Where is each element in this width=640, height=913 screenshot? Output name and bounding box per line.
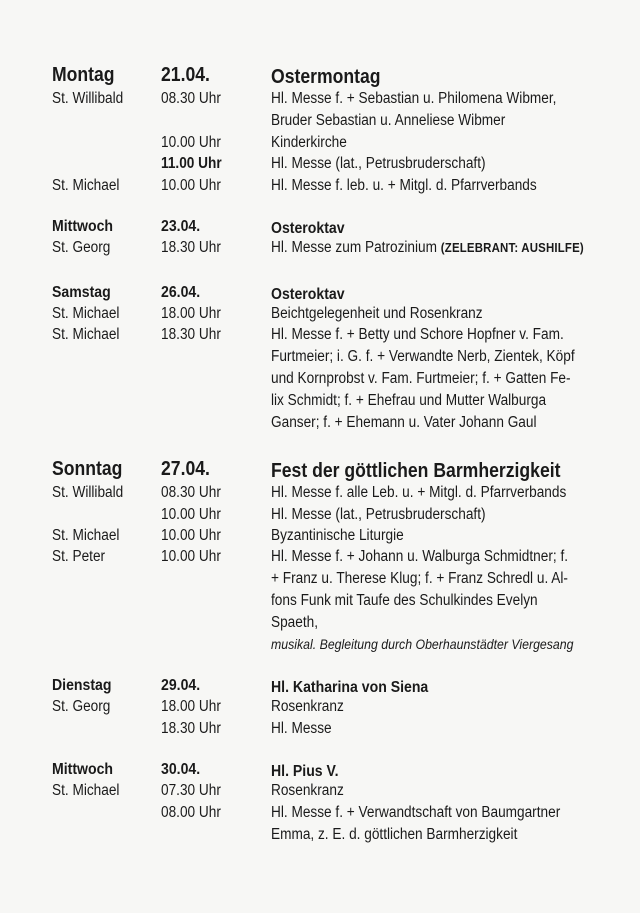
feast-title: Osteroktav xyxy=(271,286,345,303)
feast-title: Fest der göttlichen Barmherzigkeit xyxy=(271,460,561,482)
day-name: Mittwoch xyxy=(52,218,114,235)
service-description: Hl. Messe (lat., Petrusbruderschaft) xyxy=(271,506,486,523)
service-description: Ganser; f. + Ehemann u. Vater Johann Gaul xyxy=(271,414,537,431)
music-note: musikal. Begleitung durch Oberhaunstädter Viergesang xyxy=(271,636,574,652)
service-time: 18.30 Uhr xyxy=(161,239,221,256)
service-time: 10.00 Uhr xyxy=(161,548,221,565)
service-time: 11.00 Uhr xyxy=(161,155,222,172)
service-description: Spaeth, xyxy=(271,614,319,631)
church-name: St. Michael xyxy=(52,177,120,194)
service-description-text: Hl. Messe zum Patrozinium xyxy=(271,239,438,256)
day-name: Montag xyxy=(52,64,115,86)
day-date: 29.04. xyxy=(161,677,201,694)
church-name: St. Peter xyxy=(52,548,106,565)
day-date: 30.04. xyxy=(161,761,201,778)
service-time: 18.30 Uhr xyxy=(161,720,221,737)
service-time: 18.00 Uhr xyxy=(161,698,221,715)
service-description: Hl. Messe f. + Betty und Schore Hopfner v. Fam. xyxy=(271,326,564,343)
service-description: Hl. Messe f. + Verwandtschaft von Baumgartner xyxy=(271,804,561,821)
feast-title: Hl. Pius V. xyxy=(271,763,339,780)
day-date: 21.04. xyxy=(161,64,210,86)
service-description: Hl. Messe f. + Sebastian u. Philomena Wibmer, xyxy=(271,90,557,107)
service-time: 08.30 Uhr xyxy=(161,90,221,107)
day-name: Sonntag xyxy=(52,458,123,480)
service-description: Kinderkirche xyxy=(271,134,347,151)
day-date: 27.04. xyxy=(161,458,210,480)
service-description: Byzantinische Liturgie xyxy=(271,527,404,544)
service-description: fons Funk mit Taufe des Schulkindes Evelyn xyxy=(271,592,538,609)
service-time: 10.00 Uhr xyxy=(161,134,221,151)
service-time: 18.30 Uhr xyxy=(161,326,221,343)
service-description: Furtmeier; i. G. f. + Verwandte Nerb, Zientek, Köpf xyxy=(271,348,575,365)
service-description: Beichtgelegenheit und Rosenkranz xyxy=(271,305,483,322)
service-time: 08.30 Uhr xyxy=(161,484,221,501)
feast-title: Ostermontag xyxy=(271,66,381,88)
service-time: 10.00 Uhr xyxy=(161,177,221,194)
service-time: 08.00 Uhr xyxy=(161,804,221,821)
service-description: Emma, z. E. d. göttlichen Barmherzigkeit xyxy=(271,826,518,843)
church-name: St. Michael xyxy=(52,782,120,799)
service-time: 07.30 Uhr xyxy=(161,782,221,799)
church-name: St. Willibald xyxy=(52,90,124,107)
service-description: lix Schmidt; f. + Ehefrau und Mutter Walburga xyxy=(271,392,547,409)
service-description: Hl. Messe f. + Johann u. Walburga Schmidtner; f. xyxy=(271,548,569,565)
service-description: Rosenkranz xyxy=(271,698,344,715)
day-date: 26.04. xyxy=(161,284,201,301)
service-time: 10.00 Uhr xyxy=(161,506,221,523)
church-name: St. Georg xyxy=(52,698,111,715)
service-description: Hl. Messe f. alle Leb. u. + Mitgl. d. Pfarrverbands xyxy=(271,484,567,501)
church-name: St. Michael xyxy=(52,326,120,343)
service-description: Bruder Sebastian u. Anneliese Wibmer xyxy=(271,112,506,129)
service-time: 10.00 Uhr xyxy=(161,527,221,544)
church-name: St. Georg xyxy=(52,239,111,256)
church-name: St. Willibald xyxy=(52,484,124,501)
feast-title: Osteroktav xyxy=(271,220,345,237)
service-description: Hl. Messe (lat., Petrusbruderschaft) xyxy=(271,155,486,172)
service-description: Hl. Messe xyxy=(271,720,332,737)
feast-title: Hl. Katharina von Siena xyxy=(271,679,429,696)
service-description: Hl. Messe f. leb. u. + Mitgl. d. Pfarrverbands xyxy=(271,177,537,194)
service-description xyxy=(271,237,584,259)
celebrant-note: (ZELEBRANT: AUSHILFE) xyxy=(440,240,584,255)
service-description: Rosenkranz xyxy=(271,782,344,799)
church-name: St. Michael xyxy=(52,305,120,322)
service-description: + Franz u. Therese Klug; f. + Franz Schredl u. Al- xyxy=(271,570,568,587)
church-name: St. Michael xyxy=(52,527,120,544)
day-date: 23.04. xyxy=(161,218,201,235)
day-name: Mittwoch xyxy=(52,761,114,778)
service-description: und Kornprobst v. Fam. Furtmeier; f. + Gatten Fe- xyxy=(271,370,571,387)
day-name: Samstag xyxy=(52,284,111,301)
service-time: 18.00 Uhr xyxy=(161,305,221,322)
day-name: Dienstag xyxy=(52,677,112,694)
